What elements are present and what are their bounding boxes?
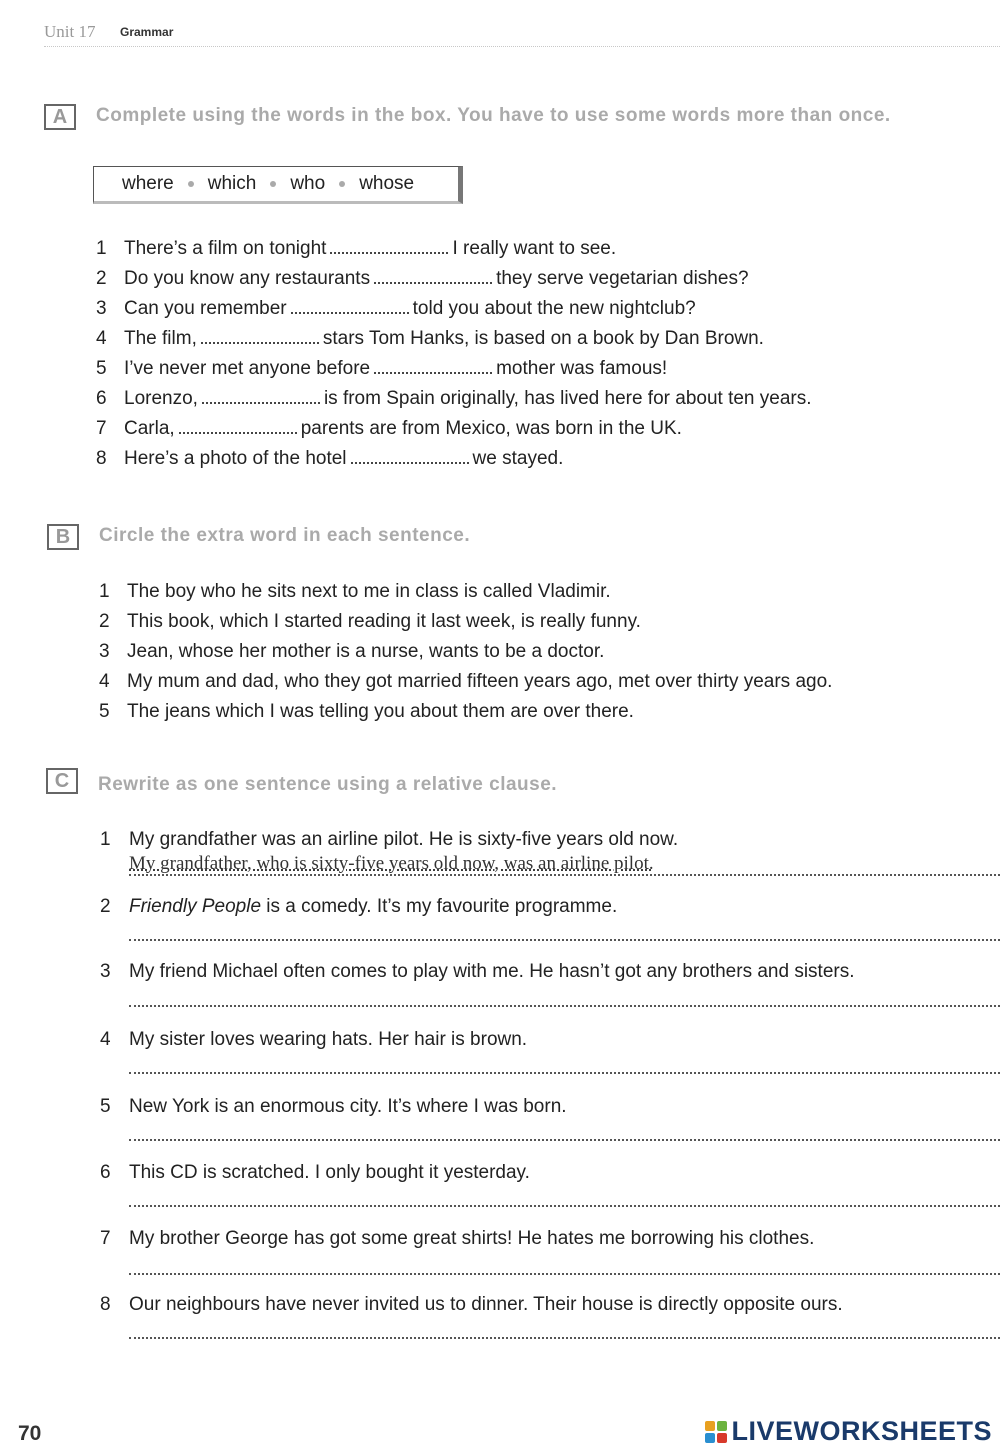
section-b-instruction: Circle the extra word in each sentence. (99, 525, 471, 546)
item-text[interactable]: My mum and dad, who they got married fifteen years ago, met over thirty years ago. (127, 671, 833, 692)
brand-name: LIVEWORKSHEETS (731, 1416, 992, 1446)
item-number: 3 (96, 298, 107, 319)
item-text: Can you remember (124, 298, 287, 319)
item-number: 3 (100, 961, 111, 982)
item-number: 1 (96, 238, 107, 259)
item-number: 5 (99, 701, 110, 722)
box-word: who (290, 173, 326, 194)
item-text: Here’s a photo of the hotel (124, 448, 347, 469)
item-number: 7 (96, 418, 107, 439)
item-text (129, 896, 617, 918)
section-a-letter: A (44, 104, 76, 130)
logo-square (705, 1421, 715, 1431)
item-text: Lorenzo, (124, 388, 198, 409)
list-item (100, 1162, 1000, 1222)
section-a-instruction: Complete using the words in the box. You have to use some words more than once. (96, 105, 891, 126)
answer-line[interactable] (129, 1139, 1000, 1141)
item-text[interactable]: The boy who he sits next to me in class is called Vladimir. (127, 581, 611, 602)
item-text: My brother George has got some great shirts! He hates me borrowing his clothes. (129, 1228, 815, 1249)
answer-line[interactable] (129, 1337, 1000, 1339)
blank-input[interactable] (374, 270, 492, 284)
box-word: where (122, 173, 174, 194)
box-word: whose (359, 173, 415, 194)
list-item (100, 1228, 1000, 1288)
item-number: 6 (96, 388, 107, 409)
answer-line[interactable] (129, 1273, 1000, 1275)
item-number: 1 (100, 829, 111, 850)
item-text: Carla, (124, 418, 175, 439)
liveworksheets-icon (705, 1421, 727, 1443)
logo-square (705, 1433, 715, 1443)
item-number: 4 (96, 328, 107, 349)
item-number: 2 (99, 611, 110, 632)
list-item (96, 388, 812, 418)
bullet-icon (188, 181, 194, 187)
logo-square (717, 1421, 727, 1431)
page-header (44, 18, 1000, 48)
bullet-icon (339, 181, 345, 187)
item-text-rest: is a comedy. It’s my favourite programme. (261, 896, 618, 917)
list-item (100, 1294, 1000, 1354)
item-text[interactable]: Jean, whose her mother is a nurse, wants to be a doctor. (127, 641, 605, 662)
list-item (96, 418, 812, 448)
blank-input[interactable] (351, 450, 469, 464)
item-text: The film, (124, 328, 197, 349)
list-item[interactable] (99, 641, 832, 671)
item-text: we stayed. (472, 448, 564, 469)
item-text: is from Spain originally, has lived here for about ten years. (323, 388, 812, 409)
list-item (100, 829, 1000, 889)
item-number: 7 (100, 1228, 111, 1249)
item-text[interactable]: The jeans which I was telling you about them are over there. (127, 701, 634, 722)
section-b-letter: B (47, 524, 79, 550)
page-number: 70 (18, 1422, 42, 1445)
section-a-list (96, 238, 812, 478)
section-c-instruction: Rewrite as one sentence using a relative clause. (98, 774, 558, 795)
blank-input[interactable] (202, 390, 320, 404)
bullet-icon (270, 181, 276, 187)
item-text: My friend Michael often comes to play with me. He hasn’t got any brothers and sisters. (129, 961, 855, 982)
section-c-letter: C (46, 768, 78, 794)
list-item (100, 896, 1000, 956)
list-item (96, 268, 812, 298)
list-item (96, 358, 812, 388)
item-text: New York is an enormous city. It’s where I was born. (129, 1096, 567, 1117)
item-text: Do you know any restaurants (124, 268, 371, 289)
item-number: 8 (96, 448, 107, 469)
answer-line[interactable] (129, 939, 1000, 941)
answer-line[interactable] (129, 874, 1000, 876)
item-number: 8 (100, 1294, 111, 1315)
box-word: which (207, 173, 257, 194)
item-number: 2 (100, 896, 111, 917)
list-item[interactable] (99, 611, 832, 641)
item-text: stars Tom Hanks, is based on a book by Dan Brown. (322, 328, 764, 349)
item-number: 4 (100, 1029, 111, 1050)
answer-line[interactable] (129, 1205, 1000, 1207)
item-number: 3 (99, 641, 110, 662)
header-divider (44, 46, 1000, 47)
item-number: 6 (100, 1162, 111, 1183)
item-number: 5 (100, 1096, 111, 1117)
item-text: parents are from Mexico, was born in the UK. (300, 418, 682, 439)
item-number: 5 (96, 358, 107, 379)
item-number: 4 (99, 671, 110, 692)
item-text: I really want to see. (452, 238, 617, 259)
list-item (96, 328, 812, 358)
blank-input[interactable] (201, 330, 319, 344)
list-item[interactable] (99, 581, 832, 611)
blank-input[interactable] (179, 420, 297, 434)
blank-input[interactable] (330, 240, 448, 254)
section-b-list (99, 581, 832, 731)
unit-label: Unit 17 (44, 22, 96, 41)
list-item (100, 1029, 1000, 1089)
list-item (96, 298, 812, 328)
list-item (96, 238, 812, 268)
list-item[interactable] (99, 701, 832, 731)
programme-title: Friendly People (129, 896, 262, 917)
logo-square (717, 1433, 727, 1443)
answer-line[interactable] (129, 1072, 1000, 1074)
liveworksheets-logo[interactable] (705, 1416, 992, 1447)
answer-line[interactable] (129, 1005, 1000, 1007)
blank-input[interactable] (291, 300, 409, 314)
item-text: I’ve never met anyone before (124, 358, 371, 379)
item-text: Our neighbours have never invited us to dinner. Their house is directly opposite ours. (129, 1294, 843, 1315)
list-item[interactable] (99, 671, 832, 701)
item-number: 1 (99, 581, 110, 602)
item-text: told you about the new nightclub? (412, 298, 696, 319)
item-text: mother was famous! (496, 358, 668, 379)
list-item (100, 1096, 1000, 1156)
item-text: There’s a film on tonight (124, 238, 327, 259)
item-text[interactable]: This book, which I started reading it last week, is really funny. (127, 611, 641, 632)
item-number: 2 (96, 268, 107, 289)
list-item (100, 961, 1000, 1021)
example-answer: My grandfather, who is sixty-five years old now, was an airline pilot. (129, 853, 654, 874)
item-text: My grandfather was an airline pilot. He is sixty-five years old now. (129, 829, 679, 850)
item-text: they serve vegetarian dishes? (496, 268, 749, 289)
list-item (96, 448, 812, 478)
word-box (93, 166, 463, 204)
section-label: Grammar (120, 25, 174, 39)
item-text: My sister loves wearing hats. Her hair is brown. (129, 1029, 528, 1050)
blank-input[interactable] (374, 360, 492, 374)
item-text: This CD is scratched. I only bought it yesterday. (129, 1162, 530, 1183)
